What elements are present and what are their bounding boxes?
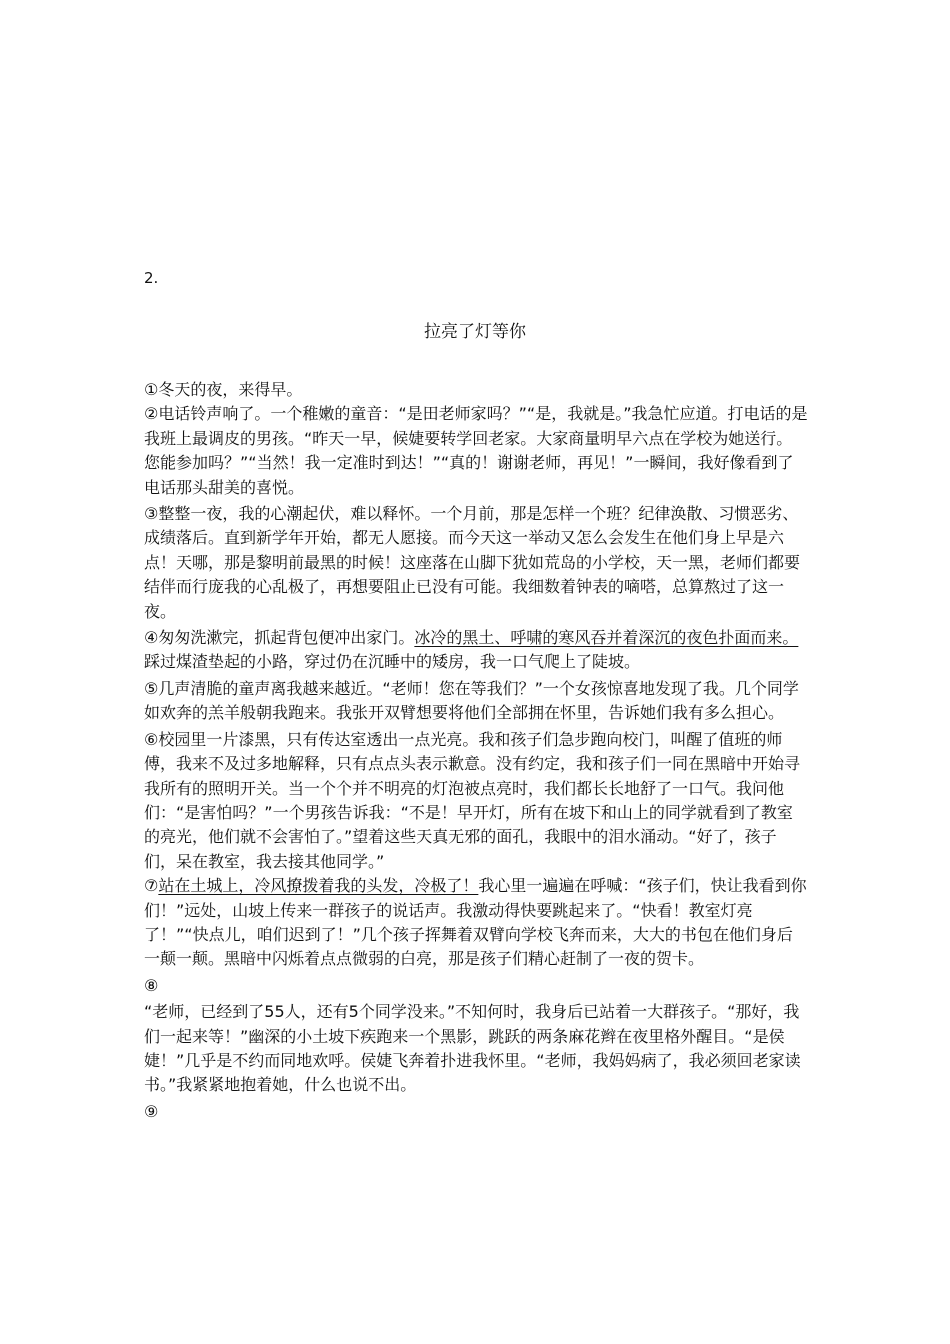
paragraph-7-text-end: 我心里一遍遍在呼喊：“孩子们，快让我看到你们！”远处，山坡上传来一群孩子的说话声。我激动得快要跳起来了。“快看！教室灯亮了！”“快点儿，咱们迟到了！”几个孩子挥舞着双臂向学校飞奔而来，大大的书包在他们身后一颠一颠。黑暗中闪烁着点点微弱的白亮，那是孩子们精心赶制了一夜的贺卡。 [144,876,807,969]
paragraph-3: ③整整一夜，我的心潮起伏，难以释怀。一个月前，那是怎样一个班？纪律涣散、习惯恶劣、成绩落后。直到新学年开始，都无人愿接。而今天这一举动又怎么会发生在他们身上早是六点！天哪，那是黎明前最黑的时候！这座落在山脚下犹如荒岛的小学校，天一黑，老师们都要结伴而行庞我的心乱极了，再想要阻止已没有可能。我细数着钟表的嘀嗒，总算熬过了这一夜。 [144,504,801,621]
paragraph-9-number: ⑨ [144,1101,159,1121]
paragraph-4-underlined-sentence: 冰冷的黑土、呼啸的寒风吞并着深沉的夜色扑面而来。 [414,628,799,648]
paragraph-7-underlined-sentence: 站在土城上，冷风撩拨着我的头发，冷极了！ [158,876,479,896]
question-number: 2. [144,269,159,287]
paragraph-6: ⑥校园里一片漆黑，只有传达室透出一点光亮。我和孩子们急步跑向校门，叫醒了值班的师傅，我来不及过多地解释，只有点点头表示歉意。没有约定，我和孩子们一同在黑暗中开始寻我所有的照明开关。当一个个并不明亮的灯泡被点亮时，我们都长长地舒了一口气。我问他们：“是害怕吗？”一个男孩告诉我：“不是！早开灯，所有在坡下和山上的同学就看到了教室的亮光，他们就不会害怕了。”望着这些天真无邪的面孔，我眼中的泪水涌动。“好了，孩子们，呆在教室，我去接其他同学。” [144,729,801,871]
paragraph-7 [144,874,808,972]
paragraph-4 [144,626,808,675]
article-body [144,378,808,1124]
paragraph-7-number: ⑦ [144,876,159,896]
paragraph-4-text-end: 踩过煤渣垫起的小路，穿过仍在沉睡中的矮房，我一口气爬上了陡坡。 [144,652,641,672]
paragraph-2: ②电话铃声响了。一个稚嫩的童音：“是田老师家吗？”“是，我就是。”我急忙应道。打电话的是我班上最调皮的男孩。“昨天一早，候婕要转学回老家。大家商量明早六点在学校为她送行。您能参加吗？”“当然！我一定准时到达！”“真的！谢谢老师，再见！”一瞬间，我好像看到了电话那头甜美的喜悦。 [144,404,808,497]
paragraph-5: ⑤几声清脆的童声离我越来越近。“老师！您在等我们？”一个女孩惊喜地发现了我。几个同学如欢奔的羔羊般朝我跑来。我张开双臂想要将他们全部拥在怀里，告诉她们我有多么担心。 [144,678,799,723]
paragraph-1: ①冬天的夜，来得早。 [144,380,303,399]
paragraph-4-text-start: ④匆匆洗漱完，抓起背包便冲出家门。 [144,628,415,648]
paragraph-8: “老师，已经到了55人，还有5个同学没来。”不知何时，我身后已站着一大群孩子。“那好，我们一起来等！”幽深的小土坡下疾跑来一个黑影，跳跃的两条麻花辫在夜里格外醒目。“是侯婕！”几乎是不约而同地欢呼。侯婕飞奔着扑进我怀里。“老师，我妈妈病了，我必须回老家读书。”我紧紧地抱着她，什么也说不出。 [144,1002,801,1095]
paragraph-8-number: ⑧ [144,975,159,995]
article-title: 拉亮了灯等你 [424,322,526,342]
